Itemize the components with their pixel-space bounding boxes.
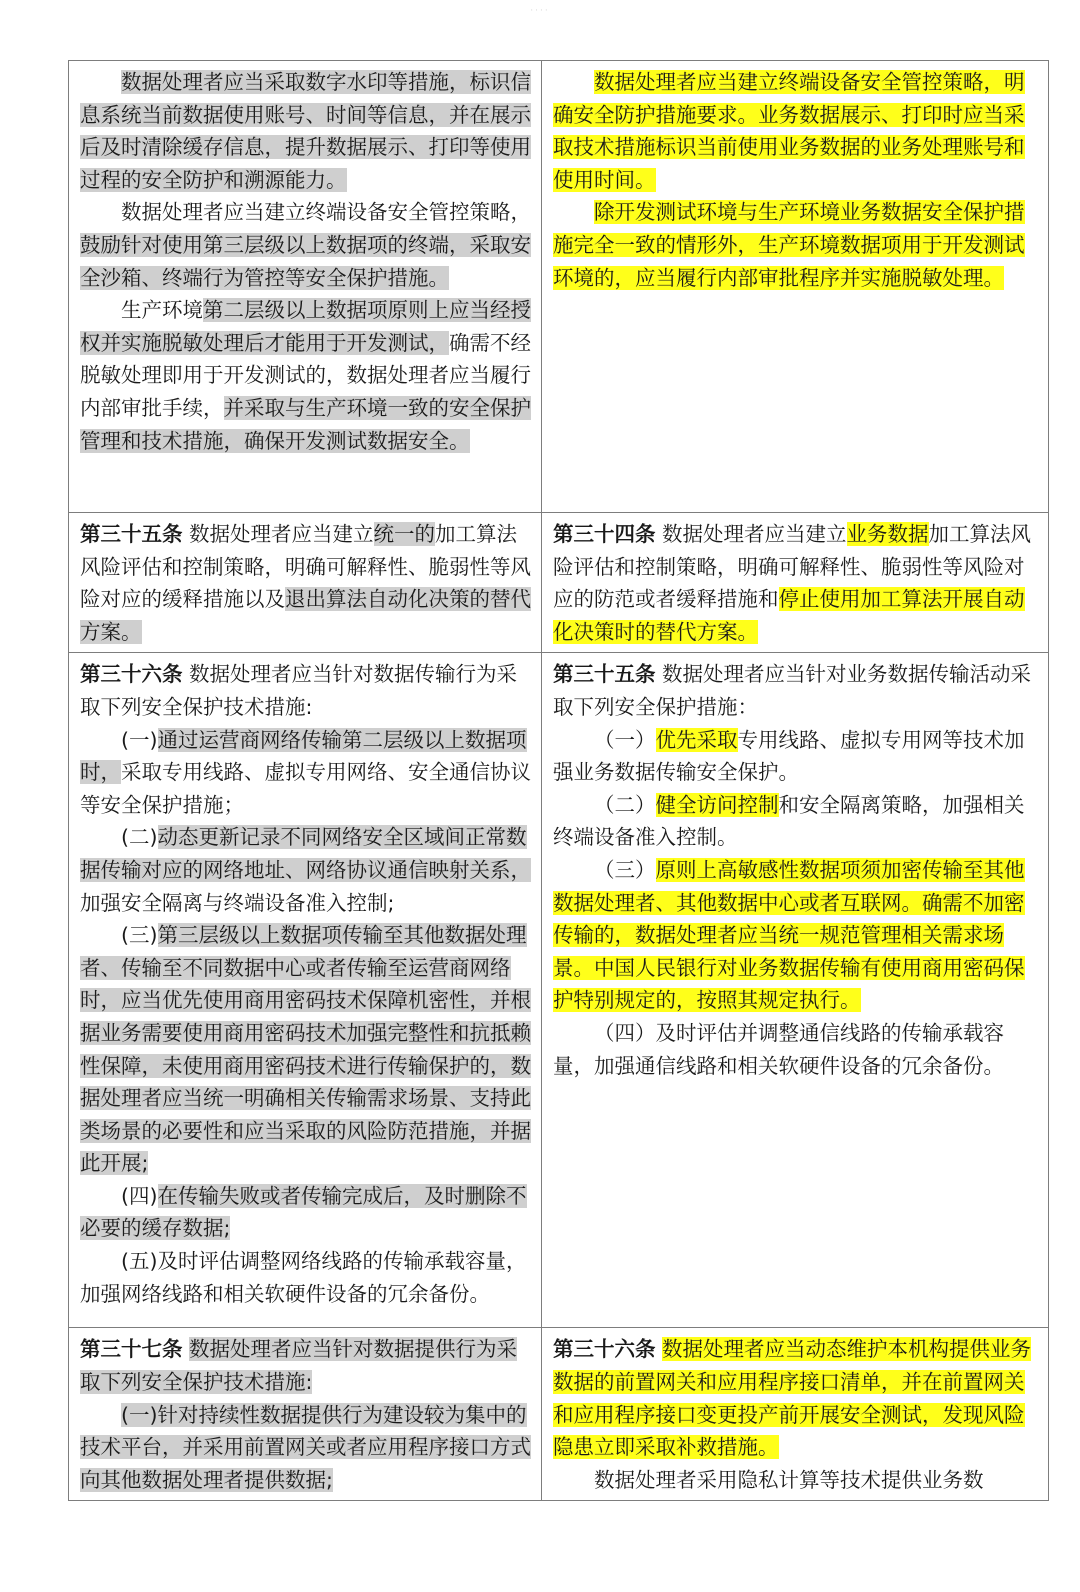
text-segment: 专用线路、虚拟专用网等技术加强业务数据传输安全保护。 [553, 727, 1025, 785]
cell-revised-draft [542, 1328, 1049, 1501]
text-segment: （三） [594, 857, 656, 882]
article-number: 第三十五条 [80, 522, 183, 546]
highlighted-text: 并采取与生产环境一致的安全保护管理和技术措施，确保开发测试数据安全。 [80, 395, 531, 453]
highlighted-text: 通过运营商网络传输第二层级以上数据项时， [80, 727, 527, 785]
clause-paragraph [80, 1180, 532, 1245]
cell-original-draft [69, 653, 542, 1328]
text-segment: 采取专用线路、虚拟专用网络、安全通信协议等安全保护措施； [80, 760, 531, 817]
highlighted-text: 第三层级以上数据项传输至其他数据处理者、传输至不同数据中心或者传输至运营商网络时，应当优先使用商用密码技术保障机密性，并根据业务需要使用商用密码技术加强完整性和抗抵赖性保障，未使用商用密码技术进行传输保护的，数据处理者应当统一明确相关传输需求场景、支持此类场景的必要性和应当采取的风险防范措施，并据此开展; [80, 923, 531, 1176]
cell-original-draft [69, 61, 542, 513]
comparison-table [68, 60, 1049, 1501]
highlighted-text: 退出算法自动化决策的替代方案。 [80, 587, 531, 644]
highlighted-text: 业务数据 [846, 522, 929, 546]
text-segment: (四) [121, 1183, 158, 1208]
text-segment: (二) [121, 825, 158, 850]
text-segment: 数据处理者应当建立终端设备安全管控策略， [121, 200, 531, 225]
highlighted-text: 在传输失败或者传输完成后，及时删除不必要的缓存数据; [80, 1183, 527, 1241]
cell-revised-draft [542, 653, 1049, 1328]
text-segment: 数据处理者应当针对业务数据传输活动采取下列安全保护措施： [553, 662, 1032, 719]
article-number: 第三十五条 [553, 662, 656, 687]
clause-paragraph [80, 196, 532, 294]
highlighted-text: 优先采取 [655, 727, 738, 752]
article-number: 第三十六条 [553, 1337, 656, 1362]
text-segment: （二） [594, 792, 656, 817]
article-number: 第三十四条 [553, 522, 656, 546]
highlighted-text: 数据处理者应当建立终端设备安全管控策略，明确安全防护措施要求。业务数据展示、打印时应当采取技术措施标识当前使用业务数据的业务处理账号和使用时间。 [553, 70, 1025, 192]
cell-revised-draft [542, 513, 1049, 653]
clause-paragraph [553, 658, 1039, 723]
highlighted-text: (一)针对持续性数据提供行为建设较为集中的技术平台，并采用前置网关或者应用程序接口方式向其他数据处理者提供数据; [80, 1402, 531, 1492]
highlighted-text: 统一的 [373, 522, 436, 546]
text-segment: (一) [121, 727, 158, 752]
highlighted-text: 健全访问控制 [655, 792, 779, 817]
text-segment: (三) [121, 923, 158, 948]
clause-paragraph [553, 1464, 1039, 1497]
text-segment: 确需不经脱敏处理即用于开发测试的，数据处理者应当履行内部审批手续， [80, 330, 531, 420]
page-top-mark: ···· [530, 6, 550, 16]
clause-paragraph [553, 518, 1039, 648]
text-segment: （四）及时评估并调整通信线路的传输承载容量，加强通信线路和相关软硬件设备的冗余备份。 [553, 1020, 1004, 1078]
clause-paragraph [80, 1399, 532, 1497]
highlighted-text: 鼓励针对使用第三层级以上数据项的终端，采取安全沙箱、终端行为管控等安全保护措施。 [80, 232, 531, 290]
text-segment: 生产环境 [121, 298, 203, 323]
text-segment: 数据处理者应当建立 [655, 522, 847, 546]
clause-paragraph [80, 919, 532, 1180]
highlighted-text: 数据处理者应当动态维护本机构提供业务数据的前置网关和应用程序接口清单，并在前置网关和应用程序接口变更投产前开展安全测试，发现风险隐患立即采取补救措施。 [553, 1337, 1032, 1460]
cell-original-draft [69, 1328, 542, 1501]
highlighted-text: 动态更新记录不同网络安全区域间正常数据传输对应的网络地址、网络协议通信映射关系， [80, 825, 531, 882]
clause-paragraph [553, 724, 1039, 789]
article-number: 第三十六条 [80, 662, 183, 687]
clause-paragraph [553, 1333, 1039, 1463]
table-row [69, 1328, 1049, 1501]
highlighted-text: 原则上高敏感性数据项须加密传输至其他数据处理者、其他数据中心或者互联网。确需不加密传输的，数据处理者应当统一规范管理相关需求场景。中国人民银行对业务数据传输有使用商用密码保护特别规定的，按照其规定执行。 [553, 857, 1025, 1013]
highlighted-text: 第二层级以上数据项原则上应当经授权并实施脱敏处理后才能用于开发测试， [80, 298, 531, 355]
text-segment: (五)及时评估调整网络线路的传输承载容量，加强网络线路和相关软硬件设备的冗余备份。 [80, 1249, 527, 1306]
clause-paragraph [80, 658, 532, 723]
comparison-table-body [69, 61, 1049, 1501]
clause-paragraph [80, 518, 532, 648]
text-segment: 数据处理者应当针对数据传输行为采取下列安全保护技术措施: [80, 662, 518, 719]
text-segment: 和安全隔离策略，加强相关终端设备准入控制。 [553, 792, 1025, 850]
clause-paragraph [80, 724, 532, 822]
text-segment: 加工算法风险评估和控制策略，明确可解释性、脆弱性等风险对应的缓释措施以及 [80, 522, 531, 612]
article-number: 第三十七条 [80, 1337, 183, 1362]
clause-paragraph [553, 66, 1039, 196]
clause-paragraph [80, 821, 532, 919]
clause-paragraph [553, 1017, 1039, 1082]
clause-paragraph [553, 196, 1039, 294]
highlighted-text: 停止使用加工算法开展自动化决策时的替代方案。 [553, 587, 1025, 644]
cell-revised-draft [542, 61, 1049, 513]
highlighted-text: 除开发测试环境与生产环境业务数据安全保护措施完全一致的情形外，生产环境数据项用于开发测试环境的，应当履行内部审批程序并实施脱敏处理。 [553, 200, 1025, 290]
highlighted-text: 数据处理者应当采取数字水印等措施，标识信息系统当前数据使用账号、时间等信息，并在展示后及时清除缓存信息，提升数据展示、打印等使用过程的安全防护和溯源能力。 [80, 70, 531, 192]
clause-paragraph [80, 294, 532, 457]
clause-paragraph [80, 1245, 532, 1310]
table-row [69, 61, 1049, 513]
highlighted-text: 数据处理者应当针对数据提供行为采取下列安全保护技术措施: [80, 1337, 518, 1394]
text-segment: （一） [594, 727, 656, 752]
text-segment: 数据处理者应当建立 [182, 522, 374, 546]
table-row [69, 653, 1049, 1328]
clause-paragraph [553, 789, 1039, 854]
text-segment: 加强安全隔离与终端设备准入控制; [80, 890, 395, 915]
clause-paragraph [80, 66, 532, 196]
text-segment: 数据处理者采用隐私计算等技术提供业务数 [594, 1467, 984, 1492]
clause-paragraph [80, 1333, 532, 1398]
text-segment: 加工算法风险评估和控制策略，明确可解释性、脆弱性等风险对应的防范或者缓释措施和 [553, 522, 1032, 612]
clause-paragraph [553, 854, 1039, 1017]
cell-original-draft [69, 513, 542, 653]
table-row [69, 513, 1049, 653]
